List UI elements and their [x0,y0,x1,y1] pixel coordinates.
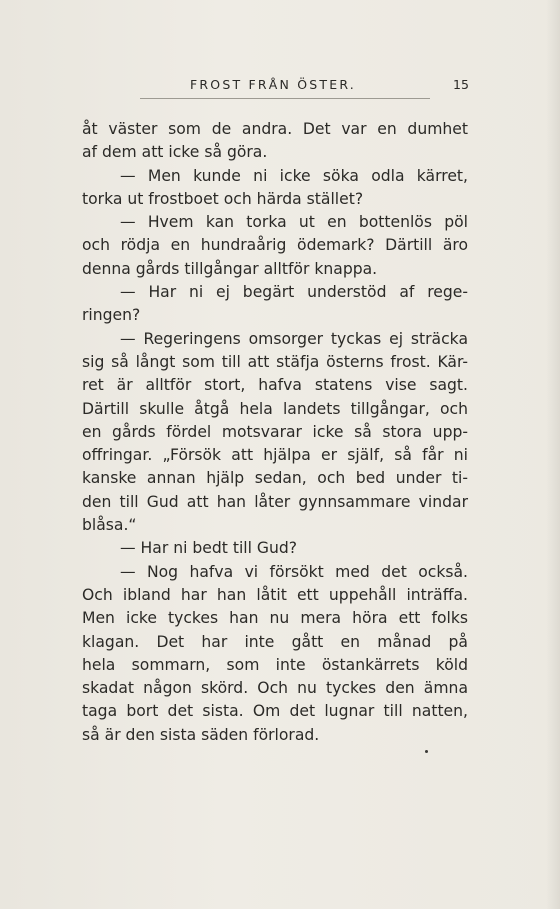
text-line: — Nog hafva vi försökt med det också. [120,562,468,581]
text-line: Men icke tyckes han nu mera höra ett folks [82,609,468,628]
text-line: Och ibland har han låtit ett uppehåll inträffa. [82,585,468,604]
text-line: offringar. „Försök att hjälpa er själf, så får ni [82,446,468,465]
text-line: skadat någon skörd. Och nu tyckes den ämna [82,679,468,698]
running-head [0,77,560,97]
text-line: kanske annan hjälp sedan, och bed under ti- [82,469,468,488]
text-line: åt väster som de andra. Det var en dumhet [82,120,468,138]
text-line: hela sommarn, som inte östankärrets köld [82,655,468,674]
text-line: blåsa.“ [82,516,137,535]
text-line: Därtill skulle åtgå hela landets tillgångar, och [82,399,468,418]
text-line: sig så långt som till att stäfja österns frost. Kär- [82,352,468,371]
ink-speck [425,750,428,753]
text-line: taga bort det sista. Om det lugnar till natten, [82,702,468,721]
body-text [82,118,468,747]
page-number: 15 [453,77,469,92]
page-edge-shadow [546,0,560,909]
text-line: — Men kunde ni icke söka odla kärret, [120,166,468,185]
text-line: ret är alltför stort, hafva statens vise sagt. [82,376,468,395]
text-line: — Regeringens omsorger tyckas ej sträcka [120,329,468,348]
text-line: torka ut frostboet och härda stället? [82,189,364,208]
text-line: ringen? [82,306,141,325]
text-line: denna gårds tillgångar alltför knappa. [82,259,378,278]
text-line: — Har ni bedt till Gud? [120,539,298,558]
text-line: klagan. Det har inte gått en månad på [82,632,468,651]
header-rule [140,98,430,99]
text-line: — Hvem kan torka ut en bottenlös pöl [120,213,468,232]
text-line: den till Gud att han låter gynnsammare vindar [82,492,468,511]
text-line: så är den sista säden förlorad. [82,725,320,744]
text-line: af dem att icke så göra. [82,143,268,162]
text-line: och rödja en hundraårig ödemark? Därtill äro [82,236,468,255]
text-line: — Har ni ej begärt understöd af rege- [120,283,468,302]
text-line: en gårds fördel motsvarar icke så stora upp- [82,422,468,441]
running-title: FROST FRÅN ÖSTER. [190,77,356,92]
